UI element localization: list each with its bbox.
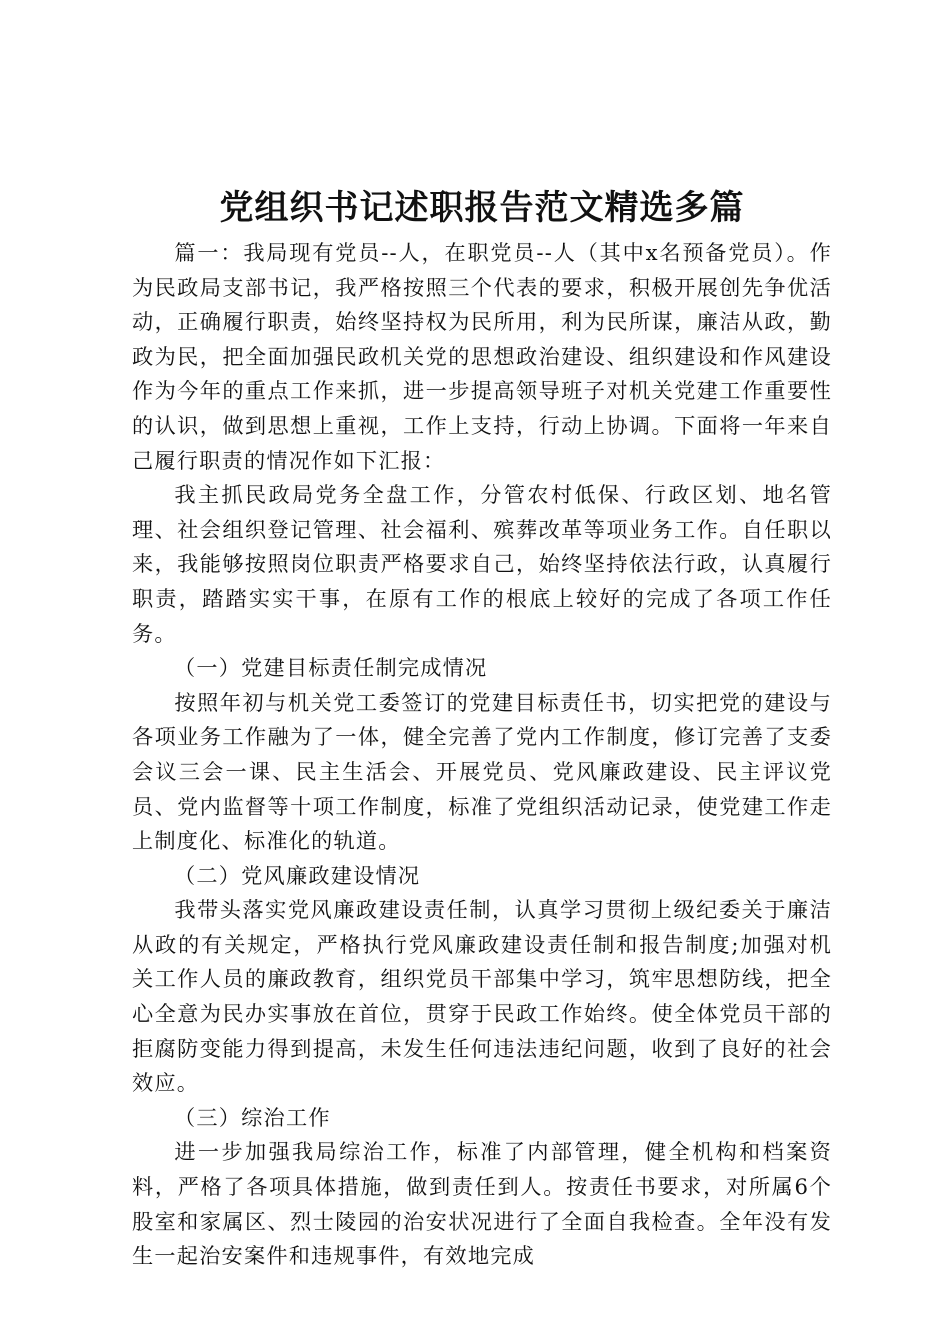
section-heading-integrity: （二）党风廉政建设情况 [174,862,421,888]
paragraph-duties: 我主抓民政局党务全盘工作，分管农村低保、行政区划、地名管理、社会组织登记管理、社会福利、殡葬改革等项业务工作。自任职以来，我能够按照岗位职责严格要求自己，始终坚持依法行政，认真履行职责，踏踏实实干事，在原有工作的根底上较好的完成了各项工作任务。 [132,482,832,646]
section-heading-public-security: （三）综治工作 [174,1104,331,1130]
paragraph-public-security: 进一步加强我局综治工作，标准了内部管理，健全机构和档案资料，严格了各项具体措施，做到责任到人。按责任书要求，对所属6个股室和家属区、烈士陵园的治安状况进行了全面自我检查。全年没有发生一起治安案件和违规事件，有效地完成 [132,1139,832,1269]
section-heading-party-building: （一）党建目标责任制完成情况 [174,655,488,681]
paragraph-integrity: 我带头落实党风廉政建设责任制，认真学习贯彻上级纪委关于廉洁从政的有关规定，严格执行党风廉政建设责任制和报告制度;加强对机关工作人员的廉政教育，组织党员干部集中学习，筑牢思想防线，把全心全意为民办实事放在首位，贯穿于民政工作始终。使全体党员干部的拒腐防变能力得到提高，未发生任何违法违纪问题，收到了良好的社会效应。 [132,897,832,1096]
paragraph-party-building: 按照年初与机关党工委签订的党建目标责任书，切实把党的建设与各项业务工作融为了一体，健全完善了党内工作制度，修订完善了支委会议三会一课、民主生活会、开展党员、党风廉政建设、民主评议党员、党内监督等十项工作制度，标准了党组织活动记录，使党建工作走上制度化、标准化的轨道。 [132,689,832,854]
paragraph-intro: 篇一：我局现有党员--人，在职党员--人（其中x名预备党员）。作为民政局支部书记，我严格按照三个代表的要求，积极开展创先争优活动，正确履行职责，始终坚持权为民所用，利为民所谋，廉洁从政，勤政为民，把全面加强民政机关党的思想政治建设、组织建设和作风建设作为今年的重点工作来抓，进一步提高领导班子对机关党建工作重要性的认识，做到思想上重视，工作上支持，行动上协调。下面将一年来自己履行职责的情况作如下汇报： [132,240,832,473]
document-title: 党组织书记述职报告范文精选多篇 [219,188,745,228]
document-page [132,184,832,1274]
